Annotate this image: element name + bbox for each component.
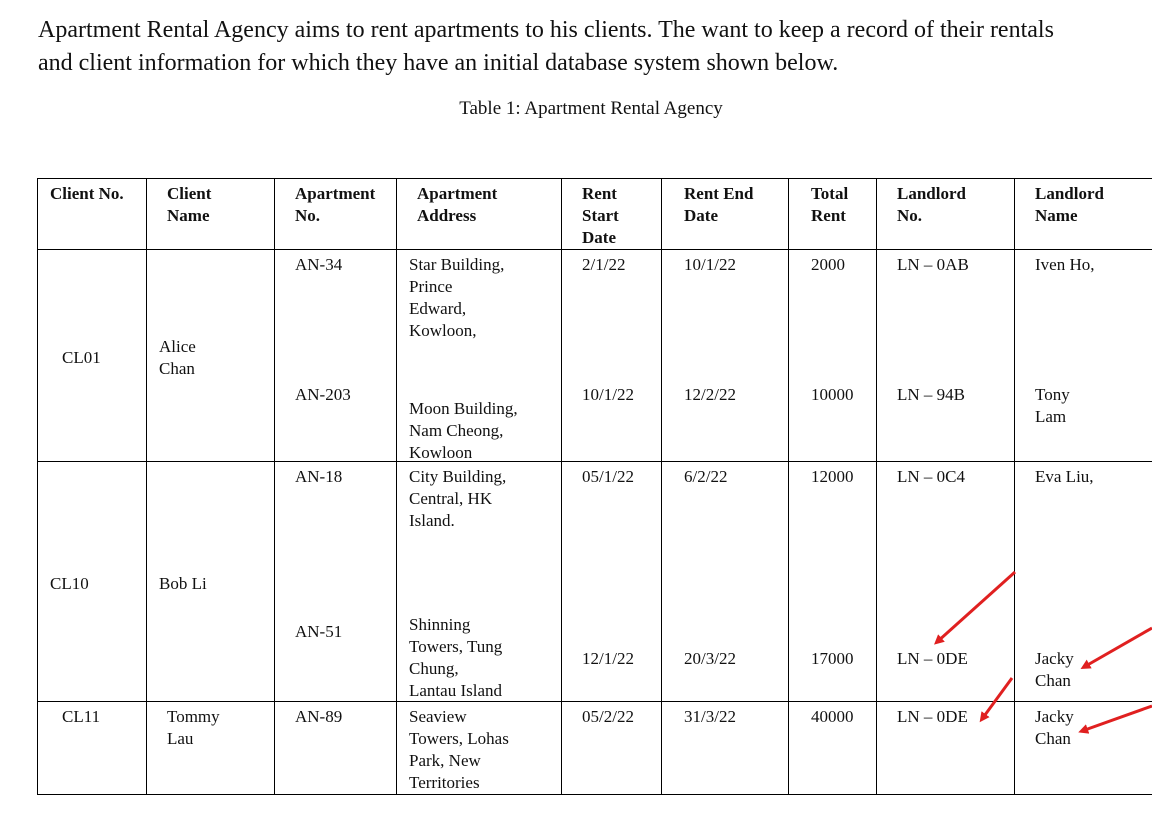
header-client-no: Client No.: [38, 179, 147, 250]
client-no-cell: CL10: [38, 462, 147, 702]
landlord-name: Jacky Chan: [1035, 649, 1074, 690]
table-caption: Table 1: Apartment Rental Agency: [459, 98, 723, 119]
client-name-cell: Bob Li: [147, 462, 275, 702]
rent-end: 12/2/22: [684, 385, 736, 404]
landlord-name: Eva Liu,: [1035, 467, 1094, 486]
rental-table: [37, 178, 1152, 795]
apartment-no: AN-51: [295, 622, 343, 641]
table-row: [38, 702, 1152, 795]
landlord-no: LN – 0DE: [897, 649, 968, 668]
apartment-address-cell: [397, 250, 562, 462]
apartment-no: AN-203: [295, 385, 351, 404]
total-rent-cell: [789, 250, 877, 462]
total-rent: 12000: [811, 467, 854, 486]
header-landlord-no: Landlord No.: [877, 179, 1015, 250]
rent-start: 10/1/22: [582, 385, 634, 404]
total-rent: 10000: [811, 385, 854, 404]
header-rent-end-date: Rent End Date: [662, 179, 789, 250]
table-row: [38, 250, 1152, 462]
landlord-name: Iven Ho,: [1035, 255, 1095, 274]
header-apartment-no: Apartment No.: [275, 179, 397, 250]
landlord-no: LN – 0C4: [897, 467, 965, 486]
landlord-name: Tony Lam: [1035, 385, 1070, 426]
client-no-cell: CL11: [38, 702, 147, 795]
intro-line-1: Apartment Rental Agency aims to rent apartments to his clients. The want to keep a record of their rentals: [38, 17, 1054, 43]
header-apartment-address: Apartment Address: [397, 179, 562, 250]
rent-end-cell: 31/3/22: [662, 702, 789, 795]
apartment-address: Shinning Towers, Tung Chung, Lantau Island: [409, 615, 503, 700]
rent-start: 2/1/22: [582, 255, 626, 274]
rent-start-cell: [562, 462, 662, 702]
landlord-no-cell: LN – 0DE: [877, 702, 1015, 795]
landlord-name-cell: [1015, 462, 1152, 702]
apartment-address: Moon Building, Nam Cheong, Kowloon: [409, 399, 518, 462]
apartment-no: AN-34: [295, 255, 343, 274]
rent-end: 10/1/22: [684, 255, 736, 274]
rent-start: 05/1/22: [582, 467, 634, 486]
table-row: [38, 462, 1152, 702]
total-rent-cell: [789, 462, 877, 702]
landlord-no-cell: [877, 462, 1015, 702]
landlord-name-cell: [1015, 250, 1152, 462]
landlord-name-cell: Jacky Chan: [1015, 702, 1152, 795]
rent-end-cell: [662, 250, 789, 462]
intro-line-2: and client information for which they have an initial database system shown below.: [38, 50, 839, 76]
apartment-address-cell: Seaview Towers, Lohas Park, New Territories: [397, 702, 562, 795]
rent-end: 20/3/22: [684, 649, 736, 668]
header-client-name: Client Name: [147, 179, 275, 250]
apartment-no-cell: [275, 462, 397, 702]
landlord-no: LN – 94B: [897, 385, 965, 404]
header-row: [38, 179, 1152, 250]
rent-end: 6/2/22: [684, 467, 728, 486]
apartment-no: AN-18: [295, 467, 343, 486]
client-name-cell: Alice Chan: [147, 250, 275, 462]
total-rent-cell: 40000: [789, 702, 877, 795]
apartment-address: Star Building, Prince Edward, Kowloon,: [409, 255, 505, 340]
intro-paragraph: [38, 14, 1152, 80]
rent-start: 12/1/22: [582, 649, 634, 668]
total-rent: 17000: [811, 649, 854, 668]
rent-start-cell: [562, 250, 662, 462]
header-total-rent: Total Rent: [789, 179, 877, 250]
header-rent-start-date: Rent Start Date: [562, 179, 662, 250]
landlord-no-cell: [877, 250, 1015, 462]
landlord-no: LN – 0AB: [897, 255, 969, 274]
apartment-no-cell: [275, 250, 397, 462]
rent-start-cell: 05/2/22: [562, 702, 662, 795]
client-name-cell: Tommy Lau: [147, 702, 275, 795]
header-landlord-name: Landlord Name: [1015, 179, 1152, 250]
rent-end-cell: [662, 462, 789, 702]
total-rent: 2000: [811, 255, 845, 274]
client-no-cell: CL01: [38, 250, 147, 462]
apartment-address: City Building, Central, HK Island.: [409, 467, 507, 530]
apartment-no-cell: AN-89: [275, 702, 397, 795]
apartment-address-cell: [397, 462, 562, 702]
